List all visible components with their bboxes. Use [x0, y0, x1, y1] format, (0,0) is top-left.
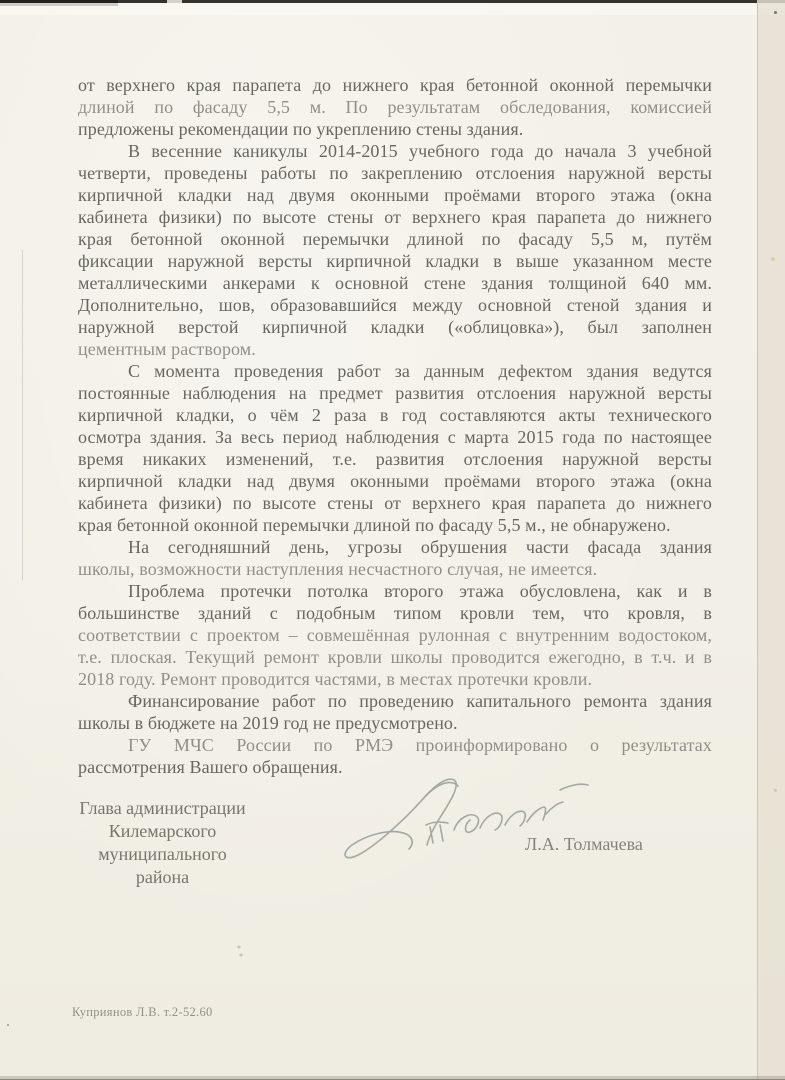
document-line: На сегодняшний день, угрозы обрушения части фасада здания [128, 537, 712, 557]
document-line: Финансирование работ по проведению капитального ремонта здания [128, 691, 712, 711]
executor-contact: Куприянов Л.В. т.2-52.60 [72, 1005, 213, 1019]
signatory-title-block [70, 797, 255, 889]
document-line: длиной по фасаду 5,5 м. По результатам обследования, комиссией [78, 97, 712, 117]
signatory-title-line: Глава администрации [79, 798, 246, 818]
paper-crease [22, 250, 23, 580]
document-line: предложены рекомендации по укреплению стены здания. [78, 119, 524, 139]
handwritten-signature [330, 770, 590, 875]
letter-body [78, 74, 712, 778]
document-line: школы в бюджете на 2019 год не предусмотрено. [78, 713, 458, 733]
scan-speck [774, 789, 777, 792]
document-line: Дополнительно, шов, образовавшийся между основной стеной здания и [78, 295, 712, 315]
document-line: большинстве зданий с подобным типом кровли тем, что кровля, в [78, 603, 712, 623]
signer-name: Л.А. Толмачева [525, 834, 643, 854]
scan-edge-right [757, 0, 785, 1080]
document-line: В весенние каникулы 2014-2015 учебного года до начала 3 учебной [128, 141, 712, 161]
document-line: 2018 году. Ремонт проводится частями, в местах протечки кровли. [78, 669, 593, 689]
document-line: края бетонной оконной перемычки длиной по фасаду 5,5 м., не обнаружено. [78, 515, 671, 535]
document-line: от верхнего края парапета до нижнего края бетонной оконной перемычки [78, 75, 712, 95]
document-line: осмотра здания. За весь период наблюдения с марта 2015 года по настоящее [78, 427, 712, 447]
document-line: т.е. плоская. Текущий ремонт кровли школы проводится ежегодно, в т.ч. и в [78, 647, 712, 667]
document-line: кабинета физики) по высоте стены от верхнего края парапета до нижнего [78, 207, 712, 227]
document-line: края бетонной оконной перемычки длиной по фасаду 5,5 м, путём [78, 229, 712, 249]
document-line: кабинета физики) по высоте стены от верхнего края парапета до нижнего [78, 493, 712, 513]
document-line: С момента проведения работ за данным дефектом здания ведутся [128, 361, 712, 381]
document-line: постоянные наблюдения на предмет развития отслоения наружной версты [78, 383, 712, 403]
document-line: металлическими анкерами к основной стене здания толщиной 640 мм. [78, 273, 712, 293]
document-line: кирпичной кладки над двумя оконными проёмами второго этажа (окна [78, 471, 712, 491]
document-line: фиксации наружной версты кирпичной кладки в выше указанном месте [78, 251, 712, 271]
document-line: Проблема протечки потолка второго этажа обусловлена, как и в [128, 581, 712, 601]
document-line: рассмотрения Вашего обращения. [78, 757, 343, 777]
signatory-title-line: Килемарского [108, 821, 217, 841]
document-line: кирпичной кладки, о чём 2 раза в год составляются акты технического [78, 405, 712, 425]
document-line: ГУ МЧС России по РМЭ проинформировано о результатах [128, 735, 712, 755]
ink-smudge [236, 944, 244, 958]
document-line: цементным раствором. [78, 339, 256, 359]
scan-speck [7, 1024, 9, 1026]
document-line: кирпичной кладки над двумя оконными проёмами второго этажа (окна [78, 185, 712, 205]
document-line: школы, возможности наступления несчастного случая, не имеется. [78, 559, 598, 579]
document-line: время никаких изменений, т.е. развития отслоения наружной версты [78, 449, 712, 469]
scan-speck [774, 11, 777, 14]
scan-edge-highlight [0, 3, 785, 15]
signatory-title-line: муниципального района [98, 844, 227, 887]
document-line: соответствии с проектом – совмешённая рулонная с внутренним водостоком, [78, 625, 712, 645]
scan-speck [771, 257, 775, 261]
document-line: четверти, проведены работы по закреплению отслоения наружной версты [78, 163, 712, 183]
document-line: наружной верстой кирпичной кладки («облицовка»), был заполнен [78, 317, 712, 337]
